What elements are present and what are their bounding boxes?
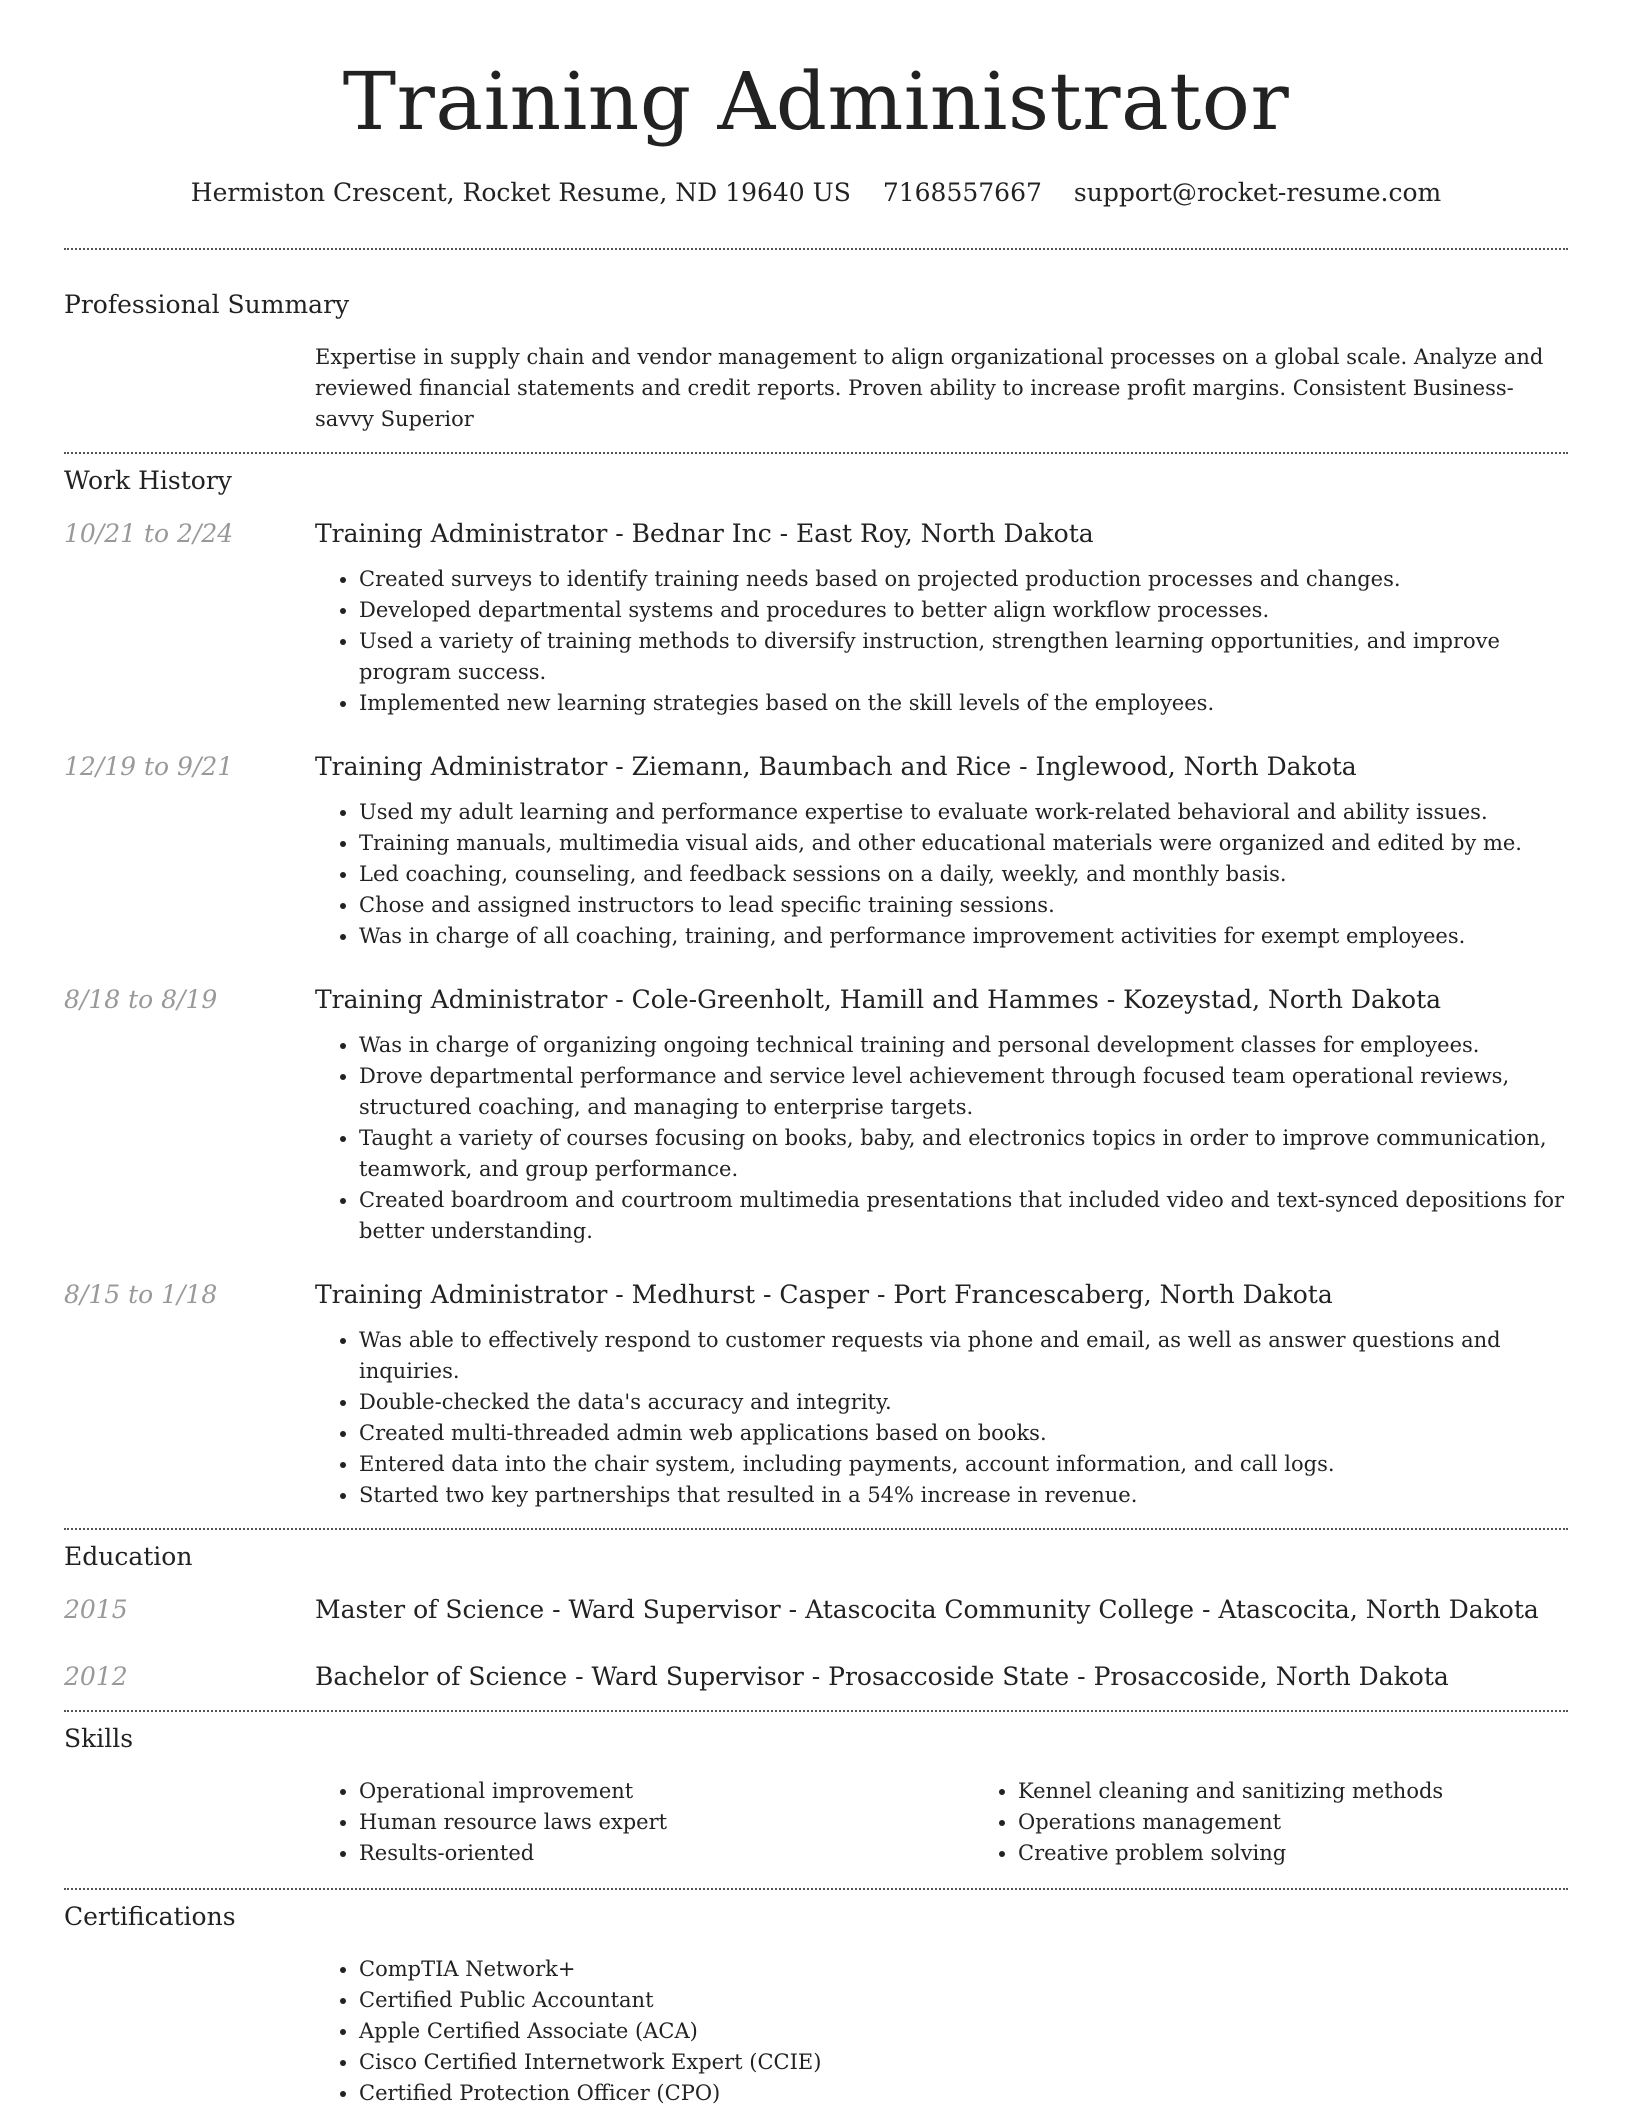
job-bullets	[315, 564, 1568, 719]
section-title-education: Education	[64, 1542, 193, 1571]
skill-item: • Operational improvement	[359, 1776, 974, 1807]
divider	[64, 1528, 1568, 1530]
skill-item: • Results-oriented	[359, 1838, 974, 1869]
certifications-list	[315, 1954, 1568, 2109]
certification-item: • Apple Certified Associate (ACA)	[359, 2016, 1568, 2047]
skills-column	[974, 1776, 1632, 1869]
skill-item: • Human resource laws expert	[359, 1807, 974, 1838]
email: support@rocket-resume.com	[1073, 178, 1442, 207]
summary-section	[64, 290, 1568, 435]
education-year: 2012	[64, 1662, 128, 1691]
list-item: • Was in charge of organizing ongoing technical training and personal development classes for employees.	[359, 1030, 1568, 1061]
list-item: • Taught a variety of courses focusing on books, baby, and electronics topics in order to improve communication, teamwork, and group performance.	[359, 1123, 1568, 1185]
list-item: • Used my adult learning and performance expertise to evaluate work-related behavioral and ability issues.	[359, 797, 1568, 828]
job-dates: 10/21 to 2/24	[64, 519, 234, 548]
skills-section	[64, 1724, 1568, 1869]
section-title-skills: Skills	[64, 1724, 134, 1753]
divider	[64, 248, 1568, 250]
list-item: • Drove departmental performance and service level achievement through focused team operational reviews, structured coaching, and managing to enterprise targets.	[359, 1061, 1568, 1123]
summary-text: Expertise in supply chain and vendor management to align organizational processes on a global scale. Analyze and reviewed financial statements and credit reports. Proven ability to increase profit margins. Consistent Business-savvy Superior	[315, 345, 1544, 431]
list-item: • Developed departmental systems and procedures to better align workflow processes.	[359, 595, 1568, 626]
list-item: • Created boardroom and courtroom multimedia presentations that included video and text-synced depositions for better understanding.	[359, 1185, 1568, 1247]
job-entry	[64, 1280, 1568, 1511]
certification-item: • Cisco Certified Internetwork Expert (CCIE)	[359, 2047, 1568, 2078]
divider	[64, 452, 1568, 454]
job-heading: Training Administrator - Bednar Inc - East Roy, North Dakota	[315, 519, 1094, 548]
job-bullets	[315, 797, 1568, 952]
education-entry	[64, 1595, 1568, 1624]
education-degree: Bachelor of Science - Ward Supervisor - Prosaccoside State - Prosaccoside, North Dakota	[315, 1662, 1449, 1691]
certification-item: • Certified Protection Officer (CPO)	[359, 2078, 1568, 2109]
skills-column	[315, 1776, 974, 1869]
job-dates: 12/19 to 9/21	[64, 752, 234, 781]
job-heading: Training Administrator - Cole-Greenholt, Hamill and Hammes - Kozeystad, North Dakota	[315, 985, 1442, 1014]
education-entry	[64, 1662, 1568, 1691]
skill-item: • Creative problem solving	[1018, 1838, 1632, 1869]
job-bullets	[315, 1030, 1568, 1247]
section-title-certifications: Certifications	[64, 1902, 236, 1931]
section-title-summary: Professional Summary	[64, 290, 350, 319]
certification-item: • Certified Public Accountant	[359, 1985, 1568, 2016]
job-heading: Training Administrator - Ziemann, Baumbach and Rice - Inglewood, North Dakota	[315, 752, 1357, 781]
education-year: 2015	[64, 1595, 128, 1624]
job-heading: Training Administrator - Medhurst - Casper - Port Francescaberg, North Dakota	[315, 1280, 1333, 1309]
resume-header	[64, 55, 1568, 207]
resume-page	[64, 0, 1568, 2109]
list-item: • Double-checked the data's accuracy and integrity.	[359, 1387, 1568, 1418]
list-item: • Started two key partnerships that resulted in a 54% increase in revenue.	[359, 1480, 1568, 1511]
divider	[64, 1888, 1568, 1890]
skill-item: • Kennel cleaning and sanitizing methods	[1018, 1776, 1632, 1807]
list-item: • Was in charge of all coaching, training, and performance improvement activities for exempt employees.	[359, 921, 1568, 952]
section-title-work: Work History	[64, 466, 232, 495]
job-bullets	[315, 1325, 1568, 1511]
skill-item: • Operations management	[1018, 1807, 1632, 1838]
certifications-section	[64, 1902, 1568, 2109]
education-section	[64, 1542, 1568, 1691]
list-item: • Implemented new learning strategies based on the skill levels of the employees.	[359, 688, 1568, 719]
list-item: • Chose and assigned instructors to lead specific training sessions.	[359, 890, 1568, 921]
list-item: • Created multi-threaded admin web applications based on books.	[359, 1418, 1568, 1449]
divider	[64, 1710, 1568, 1712]
candidate-name: Training Administrator	[342, 55, 1290, 148]
job-entry	[64, 752, 1568, 952]
list-item: • Entered data into the chair system, including payments, account information, and call logs.	[359, 1449, 1568, 1480]
address: Hermiston Crescent, Rocket Resume, ND 19640 US	[190, 178, 851, 207]
list-item: • Training manuals, multimedia visual aids, and other educational materials were organized and edited by me.	[359, 828, 1568, 859]
list-item: • Led coaching, counseling, and feedback sessions on a daily, weekly, and monthly basis.	[359, 859, 1568, 890]
education-degree: Master of Science - Ward Supervisor - Atascocita Community College - Atascocita, North Dakota	[315, 1595, 1539, 1624]
list-item: • Created surveys to identify training needs based on projected production processes and changes.	[359, 564, 1568, 595]
job-entry	[64, 985, 1568, 1247]
list-item: • Used a variety of training methods to diversify instruction, strengthen learning opportunities, and improve program success.	[359, 626, 1568, 688]
contact-info	[64, 178, 1568, 207]
phone: 7168557667	[882, 178, 1042, 207]
job-dates: 8/15 to 1/18	[64, 1280, 218, 1309]
job-dates: 8/18 to 8/19	[64, 985, 218, 1014]
job-entry	[64, 519, 1568, 719]
skills-list	[315, 1776, 1632, 1869]
list-item: • Was able to effectively respond to customer requests via phone and email, as well as answer questions and inquiries.	[359, 1325, 1568, 1387]
work-history-section	[64, 466, 1568, 1511]
certification-item: • CompTIA Network+	[359, 1954, 1568, 1985]
